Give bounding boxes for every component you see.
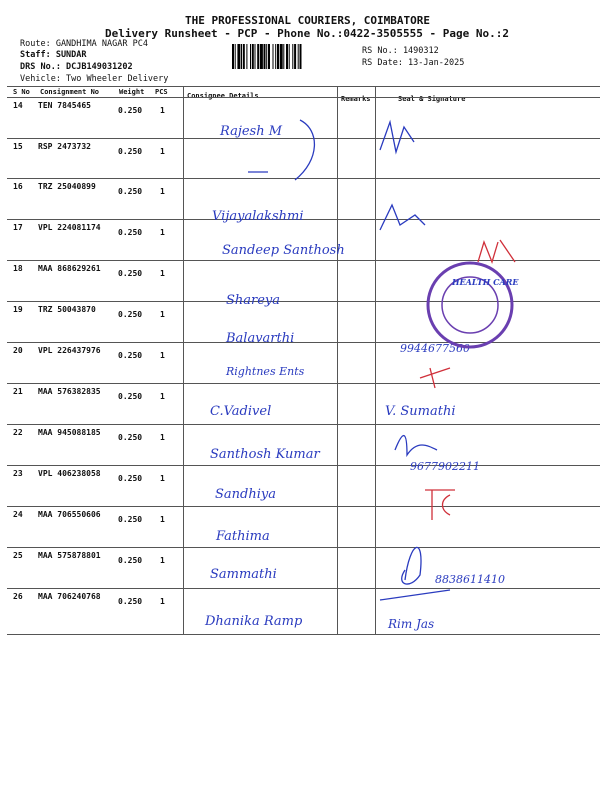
consignee-handwriting: Rightnes Ents [226,365,305,378]
col-pcs: PCS [155,88,168,96]
red-signature [420,368,450,388]
signature-scribble [380,122,414,152]
cell-weight: 0.250 [118,187,143,196]
cell-weight: 0.250 [118,392,143,401]
cell-pcs: 1 [160,556,165,565]
consignee-handwriting: Shareya [226,293,281,308]
col-consignee: Consignee Details [187,92,259,100]
cell-sno: 20 [13,346,23,355]
col-weight: Weight [119,88,145,96]
cell-weight: 0.250 [118,474,143,483]
cell-sno: 15 [13,142,23,151]
cell-consignment: MAA 575878801 [38,551,101,560]
cell-sno: 17 [13,223,23,232]
cell-consignment: TRZ 50043870 [38,305,96,314]
cell-pcs: 1 [160,147,165,156]
consignee-handwriting: Sandhiya [215,487,276,502]
cell-weight: 0.250 [118,556,143,565]
cell-sno: 14 [13,101,23,110]
red-signature [425,490,455,520]
rs-date: RS Date: 13-Jan-2025 [362,58,465,68]
cell-sno: 22 [13,428,23,437]
cell-consignment: VPL 226437976 [38,346,101,355]
col-consignment: Consignment No [40,88,100,96]
cell-pcs: 1 [160,228,165,237]
cell-consignment: MAA 945088185 [38,428,101,437]
drs-number: DRS No.: DCJB149031202 [20,62,133,72]
cell-consignment: MAA 706550606 [38,510,101,519]
runsheet-subtitle: Delivery Runsheet - PCP - Phone No.:0422-3505555 - Page No.:2 [105,27,509,40]
signature-handwriting: V. Sumathi [385,404,456,419]
cell-weight: 0.250 [118,228,143,237]
route: Route: GANDHIMA NAGAR PC4 [20,39,148,49]
cell-sno: 18 [13,264,23,273]
col-seal: Seal & Signature [398,95,466,103]
cell-sno: 24 [13,510,23,519]
cell-consignment: MAA 868629261 [38,264,101,273]
cell-consignment: TRZ 25040899 [38,182,96,191]
cell-pcs: 1 [160,106,165,115]
cell-sno: 21 [13,387,23,396]
cell-consignment: MAA 576382835 [38,387,101,396]
cell-consignment: MAA 706240768 [38,592,101,601]
cell-consignment: VPL 224081174 [38,223,101,232]
consignee-handwriting: Santhosh Kumar [210,447,320,462]
cell-pcs: 1 [160,187,165,196]
consignee-handwriting: Dhanika Ramp [205,614,303,629]
cell-weight: 0.250 [118,147,143,156]
cell-sno: 23 [13,469,23,478]
cell-sno: 26 [13,592,23,601]
cell-weight: 0.250 [118,433,143,442]
cell-weight: 0.250 [118,269,143,278]
phone-handwriting: 9677902211 [410,460,480,473]
phone-handwriting: 9944677560 [400,342,470,355]
cell-pcs: 1 [160,515,165,524]
rs-number: RS No.: 1490312 [362,46,439,56]
cell-pcs: 1 [160,433,165,442]
seal-stamp [428,263,519,347]
cell-pcs: 1 [160,474,165,483]
cell-weight: 0.250 [118,351,143,360]
cell-pcs: 1 [160,351,165,360]
consignee-handwriting: Sammathi [210,567,277,582]
consignee-handwriting: Vijayalakshmi [212,209,304,224]
staff: Staff: SUNDAR [20,50,87,60]
cell-consignment: TEN 7845465 [38,101,91,110]
cell-weight: 0.250 [118,597,143,606]
col-remarks: Remarks [341,95,371,103]
vehicle: Vehicle: Two Wheeler Delivery [20,74,169,84]
consignee-handwriting: Rajesh M [220,124,283,139]
cell-sno: 25 [13,551,23,560]
seal-text: HEALTH CARE [452,277,519,287]
red-signature [478,240,515,262]
signature-scribble [380,205,425,230]
col-sno: S No [13,88,30,96]
company-title: THE PROFESSIONAL COURIERS, COIMBATORE [185,14,431,27]
cell-pcs: 1 [160,269,165,278]
signature-scribble [395,436,437,455]
cell-weight: 0.250 [118,515,143,524]
signature-handwriting: Rim Jas [388,617,435,631]
cell-pcs: 1 [160,310,165,319]
consignee-handwriting: Sandeep Santhosh [222,243,345,258]
cell-consignment: VPL 406238058 [38,469,101,478]
phone-handwriting: 8838611410 [435,573,505,586]
cell-weight: 0.250 [118,106,143,115]
consignee-handwriting: Balavarthi [226,331,295,346]
cell-sno: 19 [13,305,23,314]
cell-weight: 0.250 [118,310,143,319]
cell-consignment: RSP 2473732 [38,142,91,151]
consignee-handwriting: C.Vadivel [210,404,272,419]
cell-pcs: 1 [160,392,165,401]
cell-pcs: 1 [160,597,165,606]
consignee-handwriting: Fathima [216,529,270,544]
cell-sno: 16 [13,182,23,191]
